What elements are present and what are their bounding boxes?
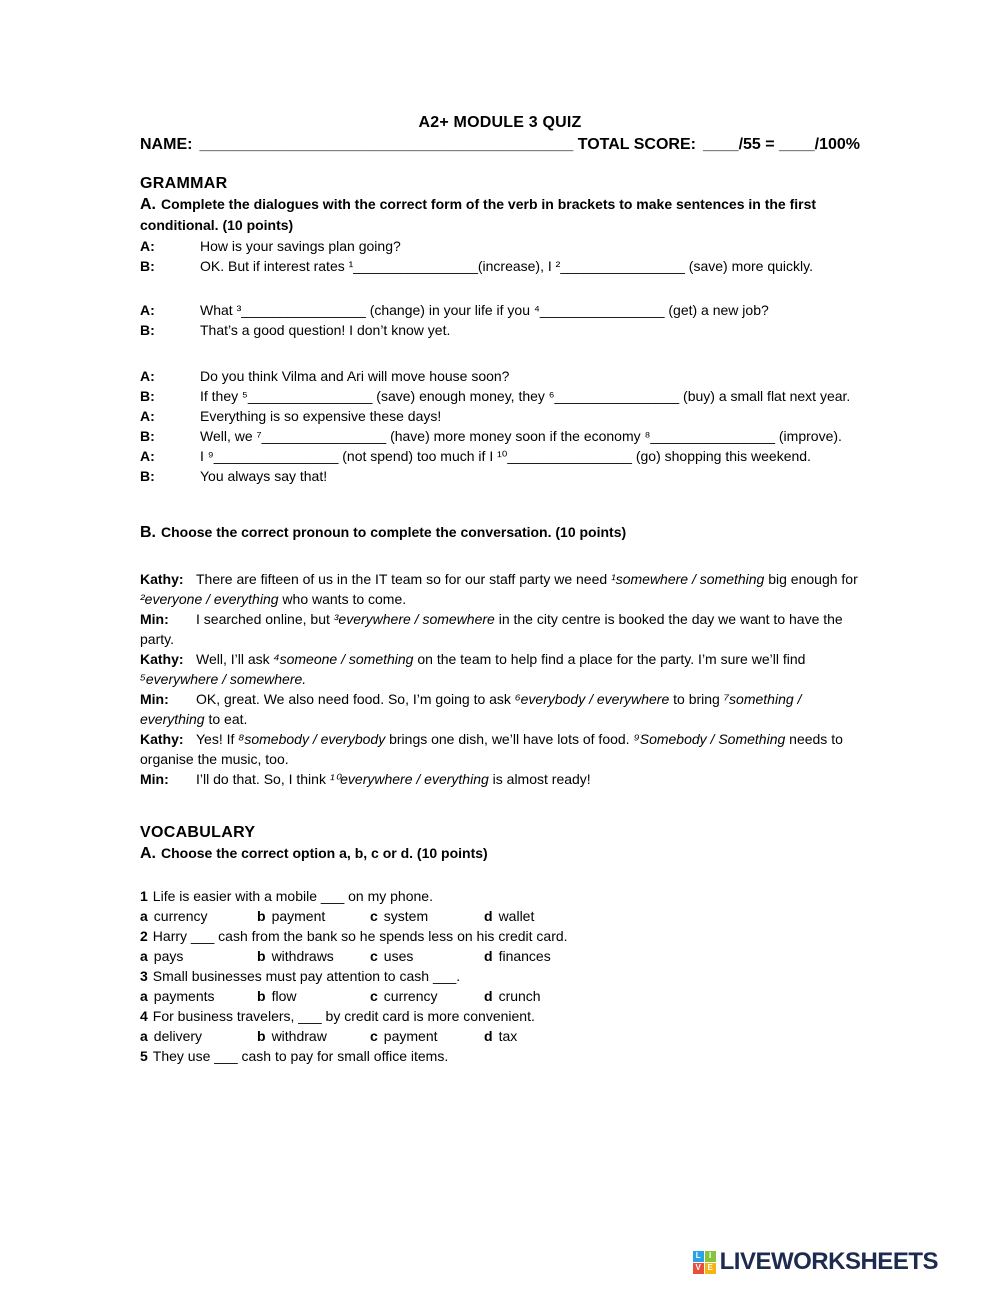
logo-tile-e: E <box>705 1263 716 1274</box>
question-stem <box>140 1046 860 1066</box>
text-segment: I’ll do that. So, I think <box>196 771 330 787</box>
grammar-section-b-heading <box>140 522 860 543</box>
option-letter: d <box>484 948 493 964</box>
dialogue-text[interactable]: OK. But if interest rates ¹________________(increase), I ²________________ (save) more quickly. <box>200 258 813 274</box>
text-segment: There are fifteen of us in the IT team so for our staff party we need <box>196 571 612 587</box>
speaker-label: A: <box>140 448 155 464</box>
section-instructions: Choose the correct pronoun to complete the conversation. (10 points) <box>161 524 627 540</box>
dialogue-text: Do you think Vilma and Ari will move house soon? <box>200 368 510 384</box>
option-letter: a <box>140 948 148 964</box>
question-text: They use ___ cash to pay for small office items. <box>152 1048 449 1064</box>
option-a[interactable] <box>140 906 257 926</box>
option-c[interactable] <box>370 946 484 966</box>
pronoun-choice[interactable]: ⁶everybody / everywhere <box>514 691 670 707</box>
option-c[interactable] <box>370 986 484 1006</box>
option-letter: b <box>257 1028 266 1044</box>
pronoun-choice[interactable]: ⁷something / everything <box>140 691 802 727</box>
dialogue-text: You always say that! <box>200 468 328 484</box>
score-group <box>578 134 860 156</box>
speaker-label: Min: <box>140 771 169 787</box>
speaker-label: Kathy: <box>140 571 184 587</box>
pronoun-choice[interactable]: ⁹Somebody / Something <box>633 731 786 747</box>
text-segment: Well, I’ll ask <box>196 651 274 667</box>
speaker-label: A: <box>140 368 155 384</box>
options-row <box>140 946 860 966</box>
speaker-label: B: <box>140 322 155 338</box>
name-blank-line[interactable]: __________________________________________ <box>199 136 574 153</box>
option-text: finances <box>498 948 551 964</box>
dialogue-line <box>140 366 860 386</box>
page-title: A2+ MODULE 3 QUIZ <box>418 114 582 131</box>
text-segment: I searched online, but <box>196 611 334 627</box>
dialogue-list <box>140 236 860 486</box>
pronoun-choice[interactable]: ⁸somebody / everybody <box>238 731 386 747</box>
options-row <box>140 1026 860 1046</box>
options-row <box>140 906 860 926</box>
pronoun-choice[interactable]: ⁴someone / something <box>273 651 414 667</box>
total-score-label: TOTAL SCORE: <box>577 136 696 153</box>
question-list <box>140 886 860 1066</box>
speaker-label: B: <box>140 388 155 404</box>
name-label: NAME: <box>140 136 193 153</box>
dialogue-line <box>140 466 860 486</box>
question-number: 2 <box>140 928 148 944</box>
option-c[interactable] <box>370 906 484 926</box>
section-label: A. <box>140 845 156 862</box>
conversation-line <box>140 769 860 789</box>
section-label: A. <box>140 196 156 213</box>
dialogue-text: How is your savings plan going? <box>200 238 401 254</box>
option-letter: c <box>370 948 378 964</box>
dialogue-text[interactable]: I ⁹________________ (not spend) too much if I ¹⁰________________ (go) shopping this weekend. <box>200 448 811 464</box>
option-b[interactable] <box>257 946 370 966</box>
question-stem <box>140 1006 860 1026</box>
conversation-line <box>140 609 860 649</box>
conversation-line <box>140 729 860 769</box>
pronoun-choice[interactable]: ⁵everywhere / somewhere. <box>140 671 307 687</box>
option-letter: b <box>257 988 266 1004</box>
text-segment: needs to organise the music, too. <box>140 731 843 767</box>
text-segment: to bring <box>669 691 724 707</box>
text-segment: brings one dish, we’ll have lots of food. <box>385 731 634 747</box>
option-text: uses <box>383 948 414 964</box>
speaker-label: B: <box>140 468 155 484</box>
vocabulary-heading: VOCABULARY <box>140 824 256 841</box>
option-letter: b <box>257 908 266 924</box>
option-text: payment <box>271 908 326 924</box>
option-letter: d <box>484 1028 493 1044</box>
option-text: pays <box>153 948 184 964</box>
option-letter: a <box>140 988 148 1004</box>
option-text: crunch <box>498 988 541 1004</box>
section-label: B. <box>140 524 156 541</box>
text-segment: is almost ready! <box>488 771 591 787</box>
text-segment: OK, great. We also need food. So, I’m going to ask <box>196 691 515 707</box>
name-group <box>140 134 573 156</box>
name-score-row <box>140 134 860 156</box>
option-c[interactable] <box>370 1026 484 1046</box>
option-text: tax <box>498 1028 518 1044</box>
option-letter: c <box>370 1028 378 1044</box>
option-letter: c <box>370 908 378 924</box>
option-letter: d <box>484 908 493 924</box>
question-text: Life is easier with a mobile ___ on my phone. <box>152 888 433 904</box>
question-number: 3 <box>140 968 148 984</box>
option-letter: b <box>257 948 266 964</box>
pronoun-choice[interactable]: ³everywhere / somewhere <box>333 611 495 627</box>
dialogue-text: Everything is so expensive these days! <box>200 408 442 424</box>
option-text: payment <box>383 1028 438 1044</box>
option-text: withdraw <box>271 1028 327 1044</box>
dialogue-line <box>140 406 860 426</box>
option-a[interactable] <box>140 986 257 1006</box>
option-d[interactable] <box>484 986 860 1006</box>
question-text: Small businesses must pay attention to cash ___. <box>152 968 461 984</box>
logo-tile-i: I <box>705 1251 716 1262</box>
dialogue-line <box>140 320 860 340</box>
score-blanks: ____/55 = ____/100% <box>702 136 860 153</box>
speaker-label: B: <box>140 258 155 274</box>
speaker-label: Kathy: <box>140 731 184 747</box>
conversation-line <box>140 569 860 609</box>
option-d[interactable] <box>484 1026 860 1046</box>
option-letter: c <box>370 988 378 1004</box>
dialogue-line <box>140 386 860 406</box>
option-a[interactable] <box>140 1026 257 1046</box>
speaker-label: Min: <box>140 611 169 627</box>
question-text: Harry ___ cash from the bank so he spends less on his credit card. <box>152 928 568 944</box>
vocab-section-a-heading <box>140 843 860 864</box>
grammar-heading: GRAMMAR <box>140 175 228 192</box>
options-row <box>140 986 860 1006</box>
pronoun-choice[interactable]: ¹somewhere / something <box>611 571 765 587</box>
dialogue-text[interactable]: If they ⁵________________ (save) enough money, they ⁶________________ (buy) a small flat next year. <box>200 388 851 404</box>
conversation-line <box>140 689 860 729</box>
text-segment: on the team to help find a place for the party. I’m sure we’ll find <box>413 651 806 667</box>
conversation <box>140 569 860 789</box>
option-letter: a <box>140 908 148 924</box>
option-b[interactable] <box>257 986 370 1006</box>
speaker-label: Min: <box>140 691 169 707</box>
question-stem <box>140 886 860 906</box>
text-segment: who wants to come. <box>278 591 407 607</box>
option-text: flow <box>271 988 297 1004</box>
dialogue-line <box>140 256 860 276</box>
text-segment: to eat. <box>204 711 248 727</box>
brand-name: LIVEWORKSHEETS <box>719 1248 938 1275</box>
option-b[interactable] <box>257 906 370 926</box>
question-stem <box>140 966 860 986</box>
option-text: currency <box>153 908 208 924</box>
question-text: For business travelers, ___ by credit card is more convenient. <box>152 1008 535 1024</box>
dialogue-line <box>140 426 860 446</box>
speaker-label: Kathy: <box>140 651 184 667</box>
question-number: 5 <box>140 1048 148 1064</box>
question-stem <box>140 926 860 946</box>
option-text: delivery <box>153 1028 203 1044</box>
option-b[interactable] <box>257 1026 370 1046</box>
dialogue-text[interactable]: What ³________________ (change) in your life if you ⁴________________ (get) a new job? <box>200 302 769 318</box>
logo-tile-l: L <box>693 1251 704 1262</box>
conversation-line <box>140 649 860 689</box>
dialogue-text: That’s a good question! I don’t know yet. <box>200 322 451 338</box>
liveworksheets-tiles-icon <box>693 1251 716 1274</box>
speaker-label: A: <box>140 408 155 424</box>
option-a[interactable] <box>140 946 257 966</box>
logo-tile-v: V <box>693 1263 704 1274</box>
option-text: withdraws <box>271 948 334 964</box>
option-letter: d <box>484 988 493 1004</box>
speaker-label: A: <box>140 302 155 318</box>
section-instructions: Choose the correct option a, b, c or d. (10 points) <box>161 845 488 861</box>
option-text: system <box>383 908 429 924</box>
text-segment: big enough for <box>764 571 858 587</box>
option-text: currency <box>383 988 438 1004</box>
pronoun-choice[interactable]: ¹⁰everywhere / everything <box>329 771 489 787</box>
pronoun-choice[interactable]: ²everyone / everything <box>140 591 279 607</box>
question-number: 4 <box>140 1008 148 1024</box>
text-segment: Yes! If <box>196 731 239 747</box>
dialogue-line <box>140 300 860 320</box>
speaker-label: A: <box>140 238 155 254</box>
dialogue-line <box>140 446 860 466</box>
text-segment: in the city centre is booked the day we want to have the party. <box>140 611 843 647</box>
question-number: 1 <box>140 888 148 904</box>
grammar-section-a-heading <box>140 194 860 236</box>
section-instructions: Complete the dialogues with the correct form of the verb in brackets to make sentences in the first conditional. (10 points) <box>140 196 817 233</box>
option-text: payments <box>153 988 215 1004</box>
liveworksheets-logo[interactable] <box>693 1250 938 1274</box>
dialogue-text[interactable]: Well, we ⁷________________ (have) more money soon if the economy ⁸________________ (improve). <box>200 428 842 444</box>
option-d[interactable] <box>484 946 860 966</box>
option-text: wallet <box>498 908 535 924</box>
option-letter: a <box>140 1028 148 1044</box>
speaker-label: B: <box>140 428 155 444</box>
dialogue-line <box>140 236 860 256</box>
option-d[interactable] <box>484 906 860 926</box>
